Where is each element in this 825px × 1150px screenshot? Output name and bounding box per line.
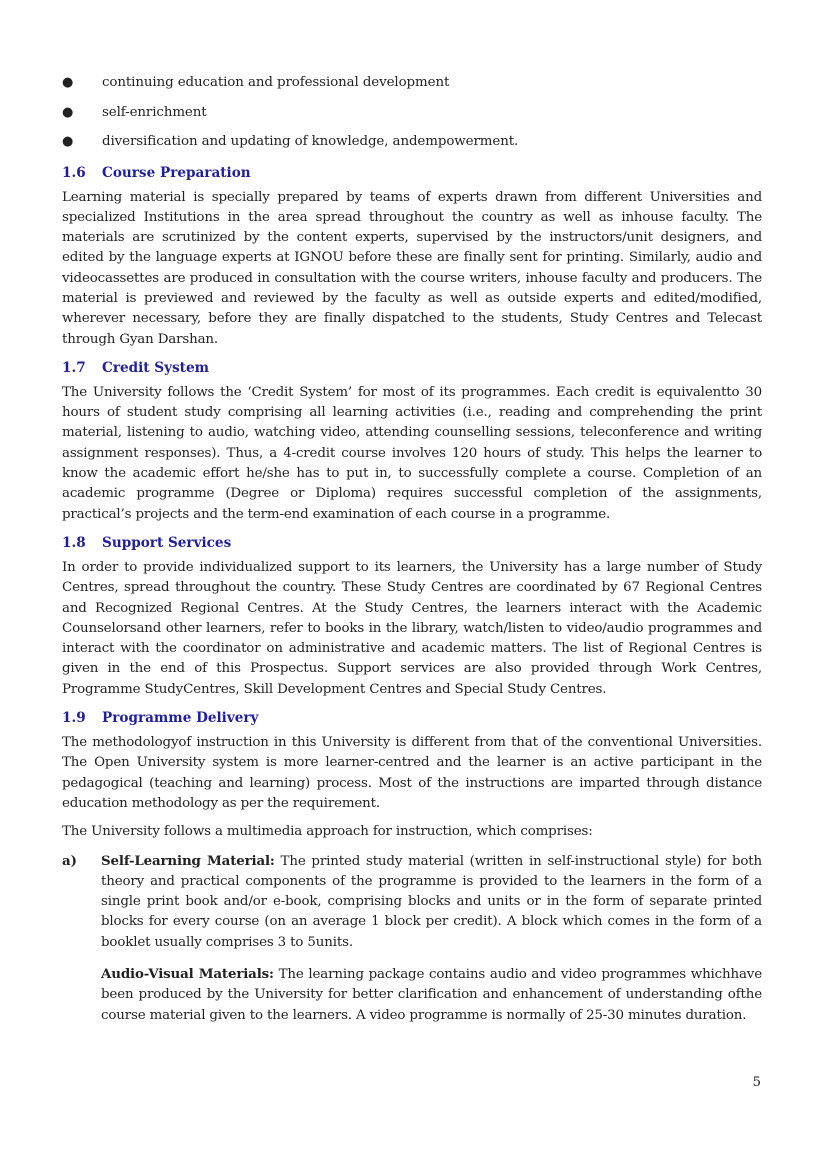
bullet-list [62,68,762,157]
section-paragraph: The University follows a multimedia approach for instruction, which comprises: [62,824,593,840]
item-heading: Self-Learning Material: [101,852,275,869]
section-heading-support-services: 1.8 Support Services [62,534,232,551]
section-paragraph: The methodologyof instruction in this University is different from that of the conventional Universities. The Open University system is more learner-centred and the learner is an active participant in the pedagogical (teaching and learning) process. Most of the instructions are imparted through distance education methodology as per the requirement. [62,735,762,811]
section-paragraph: Learning material is specially prepared by teams of experts drawn from different Universities and specialized Institutions in the area spread throughout the country as well as inhouse faculty. The materials are scrutinized by the content experts, supervised by the instructors/unit designers, and edited by the language experts at IGNOU before these are finally sent for printing. Similarly, audio and videocassettes are produced in consultation with the course writers, inhouse faculty and producers. The material is previewed and reviewed by the faculty as well as outside experts and edited/modified, wherever necessary, before they are finally dispatched to the students, Study Centres and Telecast through Gyan Darshan. [62,189,762,347]
page-number: 5 [752,1075,761,1090]
section-heading-credit-system: 1.7 Credit System [62,359,209,376]
bullet-item: ● self-enrichment [62,98,762,128]
section-paragraph: In order to provide individualized support to its learners, the University has a large number of Study Centres, spread throughout the country. These Study Centres are coordinated by 67 Regional Centres and Recognized Regional Centres. At the Study Centres, the learners interact with the Academic Counselorsand other learners, refer to books in the library, watch/listen to video/audio programmes and interact with the coordinator on administrative and academic matters. The list of Regional Centres is given in the end of this Prospectus. Support services are also provided through Work Centres, Programme StudyCentres, Skill Development Centres and Special Study Centres. [62,559,762,697]
section-heading-course-preparation: 1.6 Course Preparation [62,164,251,181]
bullet-icon: ● [62,75,74,90]
multimedia-list [62,851,762,1026]
list-item: Audio-Visual Materials: The learning package contains audio and video programmes whichhave been produced by the University for better clarification and enhancement of understanding ofthe course material given to the learners. A video programme is normally of 25-30 minutes duration. [101,966,762,1023]
item-heading: Audio-Visual Materials: [101,966,274,982]
list-marker: a) [62,852,78,869]
document-page [62,68,762,1037]
bullet-icon: ● [62,134,74,149]
section-heading-programme-delivery: 1.9 Programme Delivery [62,710,259,727]
bullet-item: ● diversification and updating of knowledge, andempowerment. [62,127,762,157]
bullet-item: ● continuing education and professional development [62,68,762,98]
bullet-icon: ● [62,104,74,120]
list-item: a) Self-Learning Material: The printed study material (written in self-instructional style) for both theory and practical components of the programme is provided to the learners in the form of a single print book and/or e-book, comprising blocks and units or in the form of separate printed blocks for every course (on an average 1 block per credit). A block which comes in the form of a booklet usually comprises 3 to 5units. [62,852,763,950]
section-paragraph: The University follows the ‘Credit System’ for most of its programmes. Each credit is equivalentto 30 hours of student study comprising all learning activities (i.e., reading and comprehending the print material, listening to audio, watching video, attending counselling sessions, teleconference and writing assignment responses). Thus, a 4-credit course involves 120 hours of study. This helps the learner to know the academic effort he/she has to put in, to successfully complete a course. Completion of an academic programme (Degree or Diploma) requires successful completion of the assignments, practical’s projects and the term-end examination of each course in a programme. [62,384,762,522]
